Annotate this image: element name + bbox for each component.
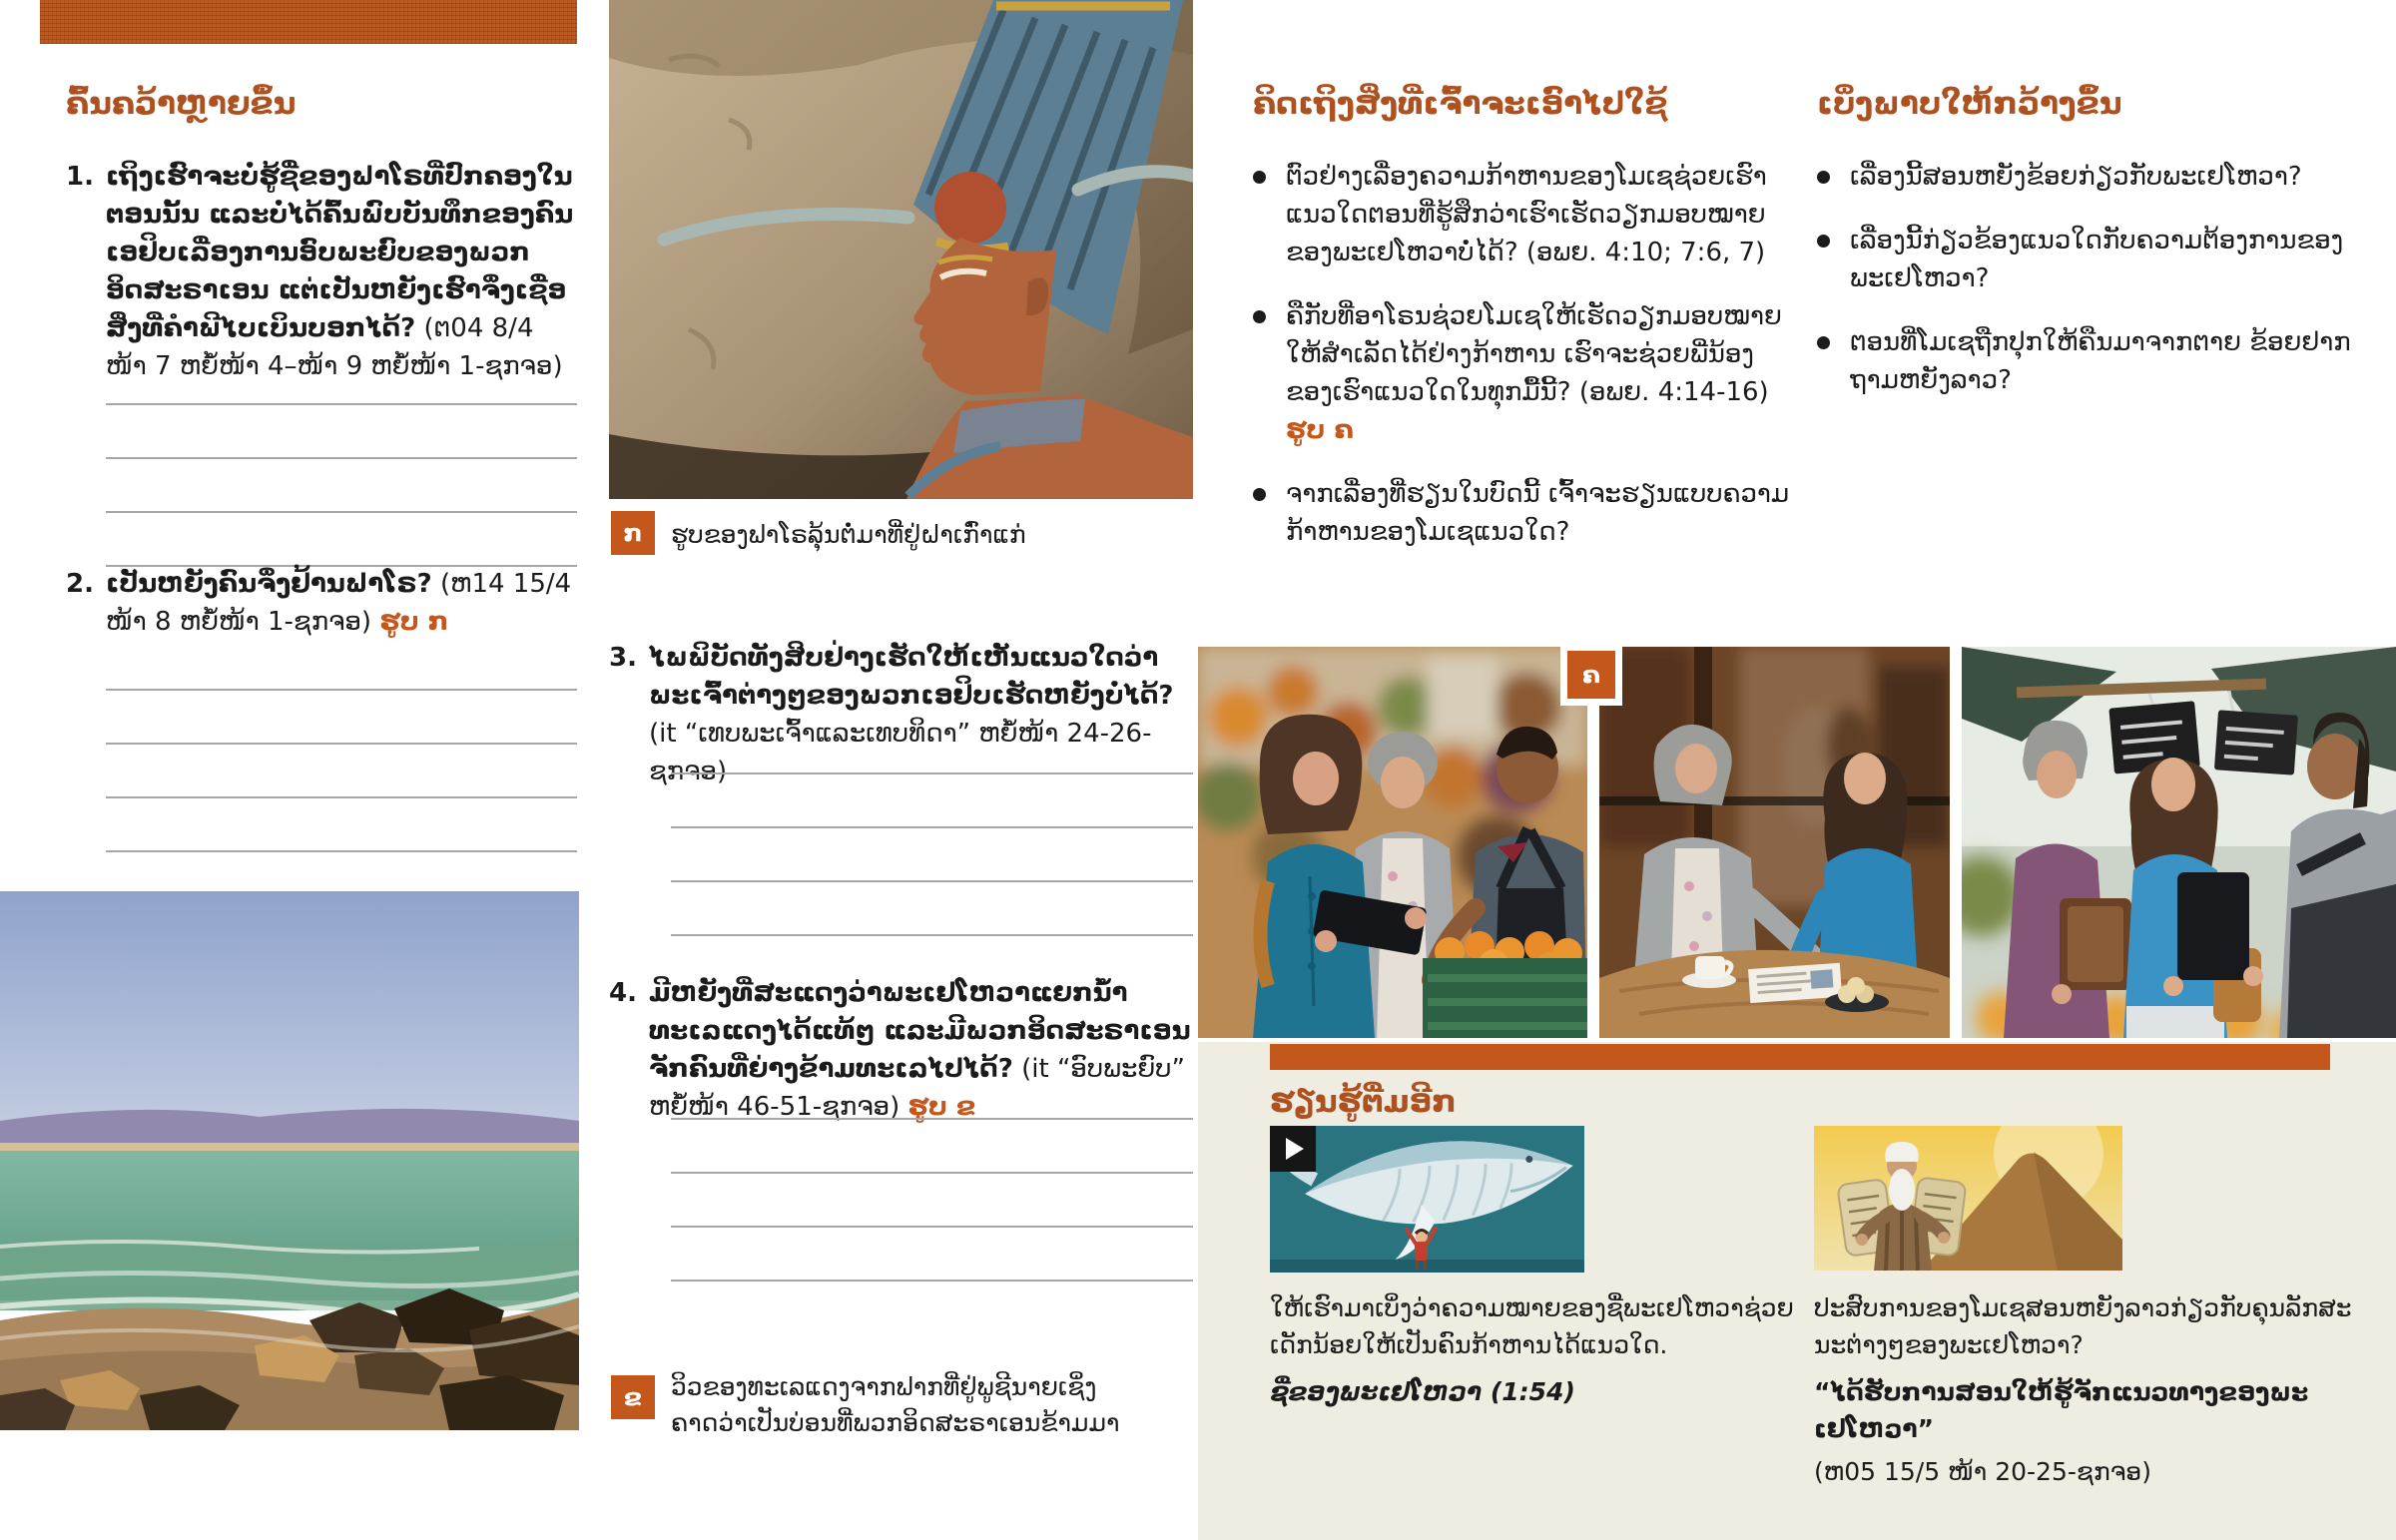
answer-line	[671, 882, 1193, 936]
figure-caption-b: ວິວຂອງທະເລແດງຈາກຟາກທີ່ຢູ່ພູຊີນາຍເຊິ່ງຄາດວ່າເປັນບ່ອນທີ່ພວກອິດສະຣາເອນຂ້າມມາ	[671, 1372, 1120, 1437]
tract-paper	[1748, 963, 1842, 1003]
bullet-icon	[1817, 171, 1830, 184]
section-heading-bigpicture: ເບິ່ງພາບໃຫ້ກວ້າງຂຶ້ນ	[1817, 86, 2122, 122]
list-item	[1253, 158, 1797, 271]
question-number: 1.	[66, 162, 94, 192]
figure-link[interactable]: ຮູບ ຄ	[1286, 415, 1354, 445]
bullet-icon	[1253, 171, 1266, 184]
answer-line	[106, 798, 577, 852]
citation[interactable]: (it “ອົບພະຍົບ” ຫຍໍ້ໜ້າ 46-51-ຊກຈອ)	[649, 1054, 1186, 1122]
answer-line	[671, 1120, 1193, 1174]
article-citation[interactable]: (ຫ05 15/5 ໜ້າ 20-25-ຊກຈອ)	[1814, 1457, 2151, 1486]
cafe-scene-photo	[1599, 647, 1950, 1038]
answer-line	[106, 405, 577, 459]
article-description: ປະສົບການຂອງໂມເຊສອນຫຍັງລາວກ່ຽວກັບຄຸນລັກສະນະຕ່າງໆຂອງພະເຢໂຫວາ?	[1814, 1293, 2352, 1359]
question-number: 2.	[66, 569, 94, 599]
answer-line	[106, 459, 577, 513]
play-icon[interactable]	[1270, 1126, 1316, 1172]
figure-caption-a: ຮູບຂອງຟາໂຣລຸ້ນຕໍ່ມາທີ່ຢູ່ຝາເກົ່າແກ່	[671, 520, 1026, 549]
article-title[interactable]: “ໄດ້ຮັບການສອນໃຫ້ຮູ້ຈັກແນວທາງຂອງພະເຢໂຫວາ”	[1814, 1377, 2309, 1443]
answer-line	[106, 691, 577, 745]
answer-line	[671, 1066, 1193, 1120]
bullet-icon	[1253, 310, 1266, 323]
figure-label-c: ຄ	[1560, 644, 1622, 706]
question-2	[66, 565, 579, 641]
answer-lines	[106, 637, 577, 852]
answer-line	[106, 351, 577, 405]
question-text: ເຖິງເຮົາຈະບໍ່ຮູ້ຊື່ຂອງຟາໂຣທີ່ປົກຄອງໃນຕອນນັ້ນ ແລະບໍ່ໄດ້ຄົ້ນພົບບັນທຶກຂອງຄົນເອຢິບເລື່ອງການອົບພະຍົບຂອງພວກອິດສະຣາເອນ ແຕ່ເປັນຫຍັງເຮົາຈຶ່ງເຊື່ອສິ່ງທີ່ຄຳພີໄບເບິນບອກໄດ້?	[106, 162, 574, 343]
answer-lines	[671, 1066, 1193, 1282]
chalkboard-sign	[2214, 710, 2298, 774]
list-item	[1253, 297, 1797, 449]
bullet-text: ຕອນທີ່ໂມເຊຖືກປຸກໃຫ້ຄືນມາຈາກຕາຍ ຂ້ອຍຢາກຖາມຫຍັງລາວ?	[1850, 327, 2351, 395]
learn-more-heading: ຮຽນຮູ້ຕື່ມອີກ	[1270, 1084, 1457, 1120]
outdoor-market-photo	[1962, 647, 2396, 1038]
list-item	[1817, 158, 2371, 196]
texture-band	[40, 0, 577, 44]
accent-bar	[1270, 1044, 2330, 1070]
question-number: 3.	[609, 643, 637, 673]
list-item	[1817, 222, 2371, 297]
section-heading-research: ຄົ້ນຄວ້າຫຼາຍຂຶ້ນ	[66, 86, 297, 122]
citation[interactable]: (it “ເທບພະເຈົ້າແລະເທບທິດາ” ຫຍໍ້ໜ້າ 24-26-ຊກຈອ)	[649, 719, 1152, 786]
figure-label-a: ກ	[611, 511, 655, 555]
bigpicture-list	[1817, 158, 2371, 425]
answer-line	[106, 745, 577, 798]
answer-line	[671, 721, 1193, 774]
answer-lines	[671, 721, 1193, 936]
bullet-icon	[1817, 336, 1830, 349]
citation[interactable]: (ຕ04 8/4 ໜ້າ 7 ຫຍໍ້ໜ້າ 4–ໜ້າ 9 ຫຍໍ້ໜ້າ 1-ຊກຈອ)	[106, 313, 563, 381]
figure-link[interactable]: ຮູບ ກ	[379, 607, 449, 637]
answer-line	[671, 1174, 1193, 1228]
answer-lines	[106, 351, 577, 567]
bullet-icon	[1253, 488, 1266, 501]
video-thumbnail-whale[interactable]	[1270, 1126, 1584, 1273]
video-title[interactable]: ຊື່ຂອງພະເຢໂຫວາ (1:54)	[1270, 1377, 1575, 1406]
learn-more-panel	[1198, 1042, 2396, 1540]
answer-line	[671, 774, 1193, 828]
question-number: 4.	[609, 978, 637, 1008]
video-caption	[1270, 1289, 1814, 1410]
red-sea-photo	[0, 891, 579, 1430]
pharaoh-relief-photo	[609, 0, 1193, 499]
figure-link[interactable]: ຮູບ ຂ	[907, 1092, 976, 1122]
answer-line	[671, 1228, 1193, 1282]
bullet-text: ເລື່ອງນີ້ກ່ຽວຂ້ອງແນວໃດກັບຄວາມຕ້ອງການຂອງພະເຢໂຫວາ?	[1850, 226, 2344, 293]
question-text: ໄພພິບັດທັງສິບຢ່າງເຮັດໃຫ້ເຫັນແນວໃດວ່າພະເຈົ້າຕ່າງໆຂອງພວກເອຢິບເຮັດຫຍັງບໍ່ໄດ້?	[649, 643, 1174, 711]
list-item	[1817, 323, 2371, 399]
bullet-text: ຕົວຢ່າງເລື່ອງຄວາມກ້າຫານຂອງໂມເຊຊ່ວຍເຮົາແນວໃດຕອນທີ່ຮູ້ສຶກວ່າເຮົາເຮັດວຽກມອບໝາຍຂອງພະເຢໂຫວາບໍ່ໄດ້? (ອພຍ. 4:10; 7:6, 7)	[1286, 162, 1767, 267]
article-caption	[1814, 1289, 2373, 1490]
figure-label-b: ຂ	[611, 1375, 655, 1419]
article-thumbnail-moses[interactable]	[1814, 1126, 2122, 1271]
market-scene-photo	[1198, 647, 1587, 1038]
bullet-text: ຈາກເລື່ອງທີ່ຮຽນໃນບົດນີ້ ເຈົ້າຈະຮຽນແບບຄວາມກ້າຫານຂອງໂມເຊແນວໃດ?	[1286, 479, 1790, 547]
answer-line	[106, 637, 577, 691]
citation[interactable]: (ຫ14 15/4 ໜ້າ 8 ຫຍໍ້ໜ້າ 1-ຊກຈອ)	[106, 569, 572, 637]
answer-line	[671, 828, 1193, 882]
answer-line	[106, 513, 577, 567]
apply-list	[1253, 158, 1797, 577]
list-item	[1253, 475, 1797, 551]
bullet-text: ຄືກັບທີ່ອາໂຣນຊ່ວຍໂມເຊໃຫ້ເຮັດວຽກມອບໝາຍໃຫ້ສຳເລັດໄດ້ຢ່າງກ້າຫານ ເຮົາຈະຊ່ວຍພີ່ນ້ອງຂອງເຮົາແນວໃດໃນທຸກມື້ນີ້? (ອພຍ. 4:14-16)	[1286, 301, 1782, 407]
bullet-text: ເລື່ອງນີ້ສອນຫຍັງຂ້ອຍກ່ຽວກັບພະເຢໂຫວາ?	[1850, 162, 2302, 192]
bullet-icon	[1817, 235, 1830, 248]
video-description: ໃຫ້ເຮົາມາເບິ່ງວ່າຄວາມໝາຍຂອງຊື່ພະເຢໂຫວາຊ່ວຍເດັກນ້ອຍໃຫ້ເປັນຄົນກ້າຫານໄດ້ແນວໃດ.	[1270, 1293, 1794, 1359]
question-text: ມີຫຍັງທີ່ສະແດງວ່າພະເຢໂຫວາແຍກນ້ຳທະເລແດງໄດ້ແທ້ໆ ແລະມີພວກອິດສະຣາເອນຈັກຄົນທີ່ຍ່າງຂ້າມທະເລໄປໄດ້?	[649, 978, 1191, 1084]
orange-crate	[1423, 931, 1587, 1038]
section-heading-apply: ຄິດເຖິງສິ່ງທີ່ເຈົ້າຈະເອົາໄປໃຊ້	[1253, 86, 1668, 122]
question-text: ເປັນຫຍັງຄົນຈຶ່ງຢ້ານຟາໂຣ?	[106, 569, 432, 599]
